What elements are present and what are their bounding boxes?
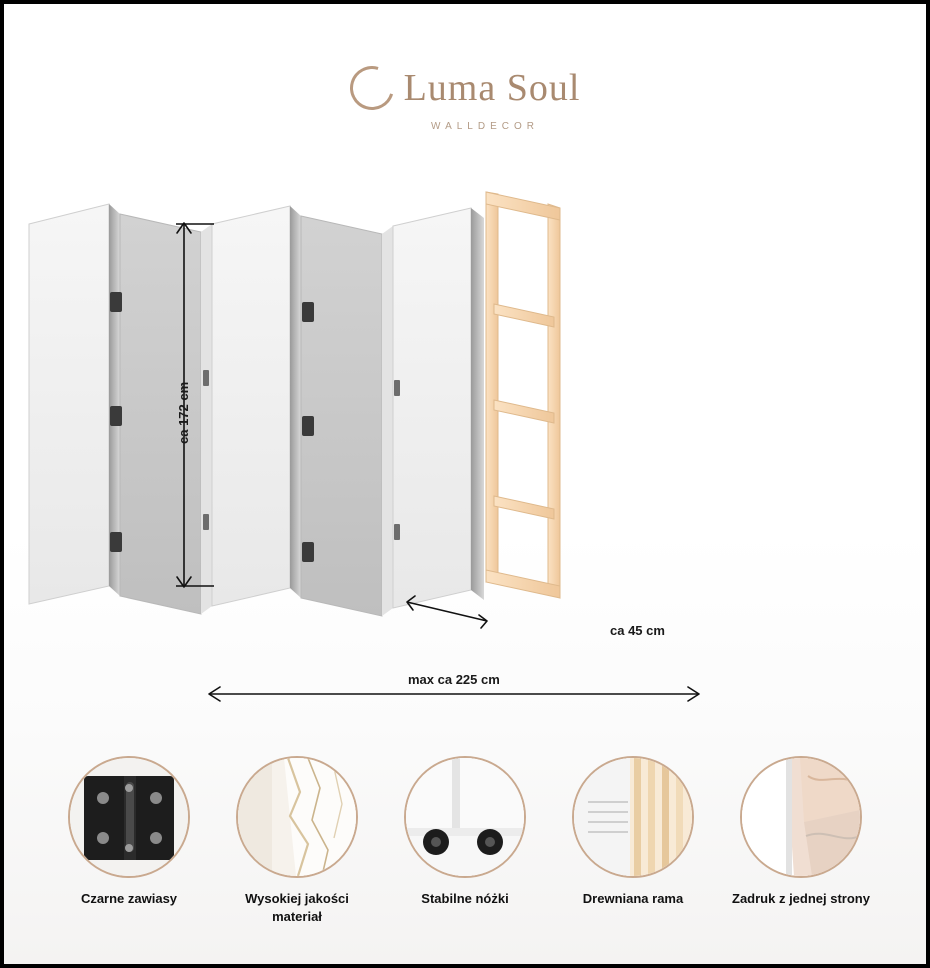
feature-list [4,756,926,925]
one-sided-print-icon [740,756,862,878]
wooden-frame-icon [572,756,694,878]
brand-name: Luma Soul [403,67,581,109]
brand-row [350,66,581,110]
feature-item-frame [563,756,703,925]
feature-item-hinge [59,756,199,925]
depth-dimension-label: ca 45 cm [610,623,665,638]
hinge-icon [68,756,190,878]
feature-item-print [731,756,871,925]
wooden-frame [486,192,560,598]
brand-logo [4,66,926,132]
width-dimension-label: max ca 225 cm [408,672,500,687]
feature-item-material [227,756,367,925]
feature-item-feet [395,756,535,925]
feature-label: Stabilne nóżki [421,891,509,906]
marble-fabric-icon [236,756,358,878]
feature-label: Czarne zawiasy [80,891,178,906]
feature-label: Drewniana rama [582,891,684,906]
feet-icon [404,756,526,878]
feature-label: Zadruk z jednej strony [732,891,870,906]
height-dimension-label: ca 172 cm [176,381,191,444]
crescent-moon-icon [342,58,402,118]
product-illustration [4,184,926,704]
brand-subtitle: WALLDECOR [431,121,539,132]
infographic-canvas [4,4,926,964]
feature-label: Wysokiej jakości materiał [245,891,349,924]
